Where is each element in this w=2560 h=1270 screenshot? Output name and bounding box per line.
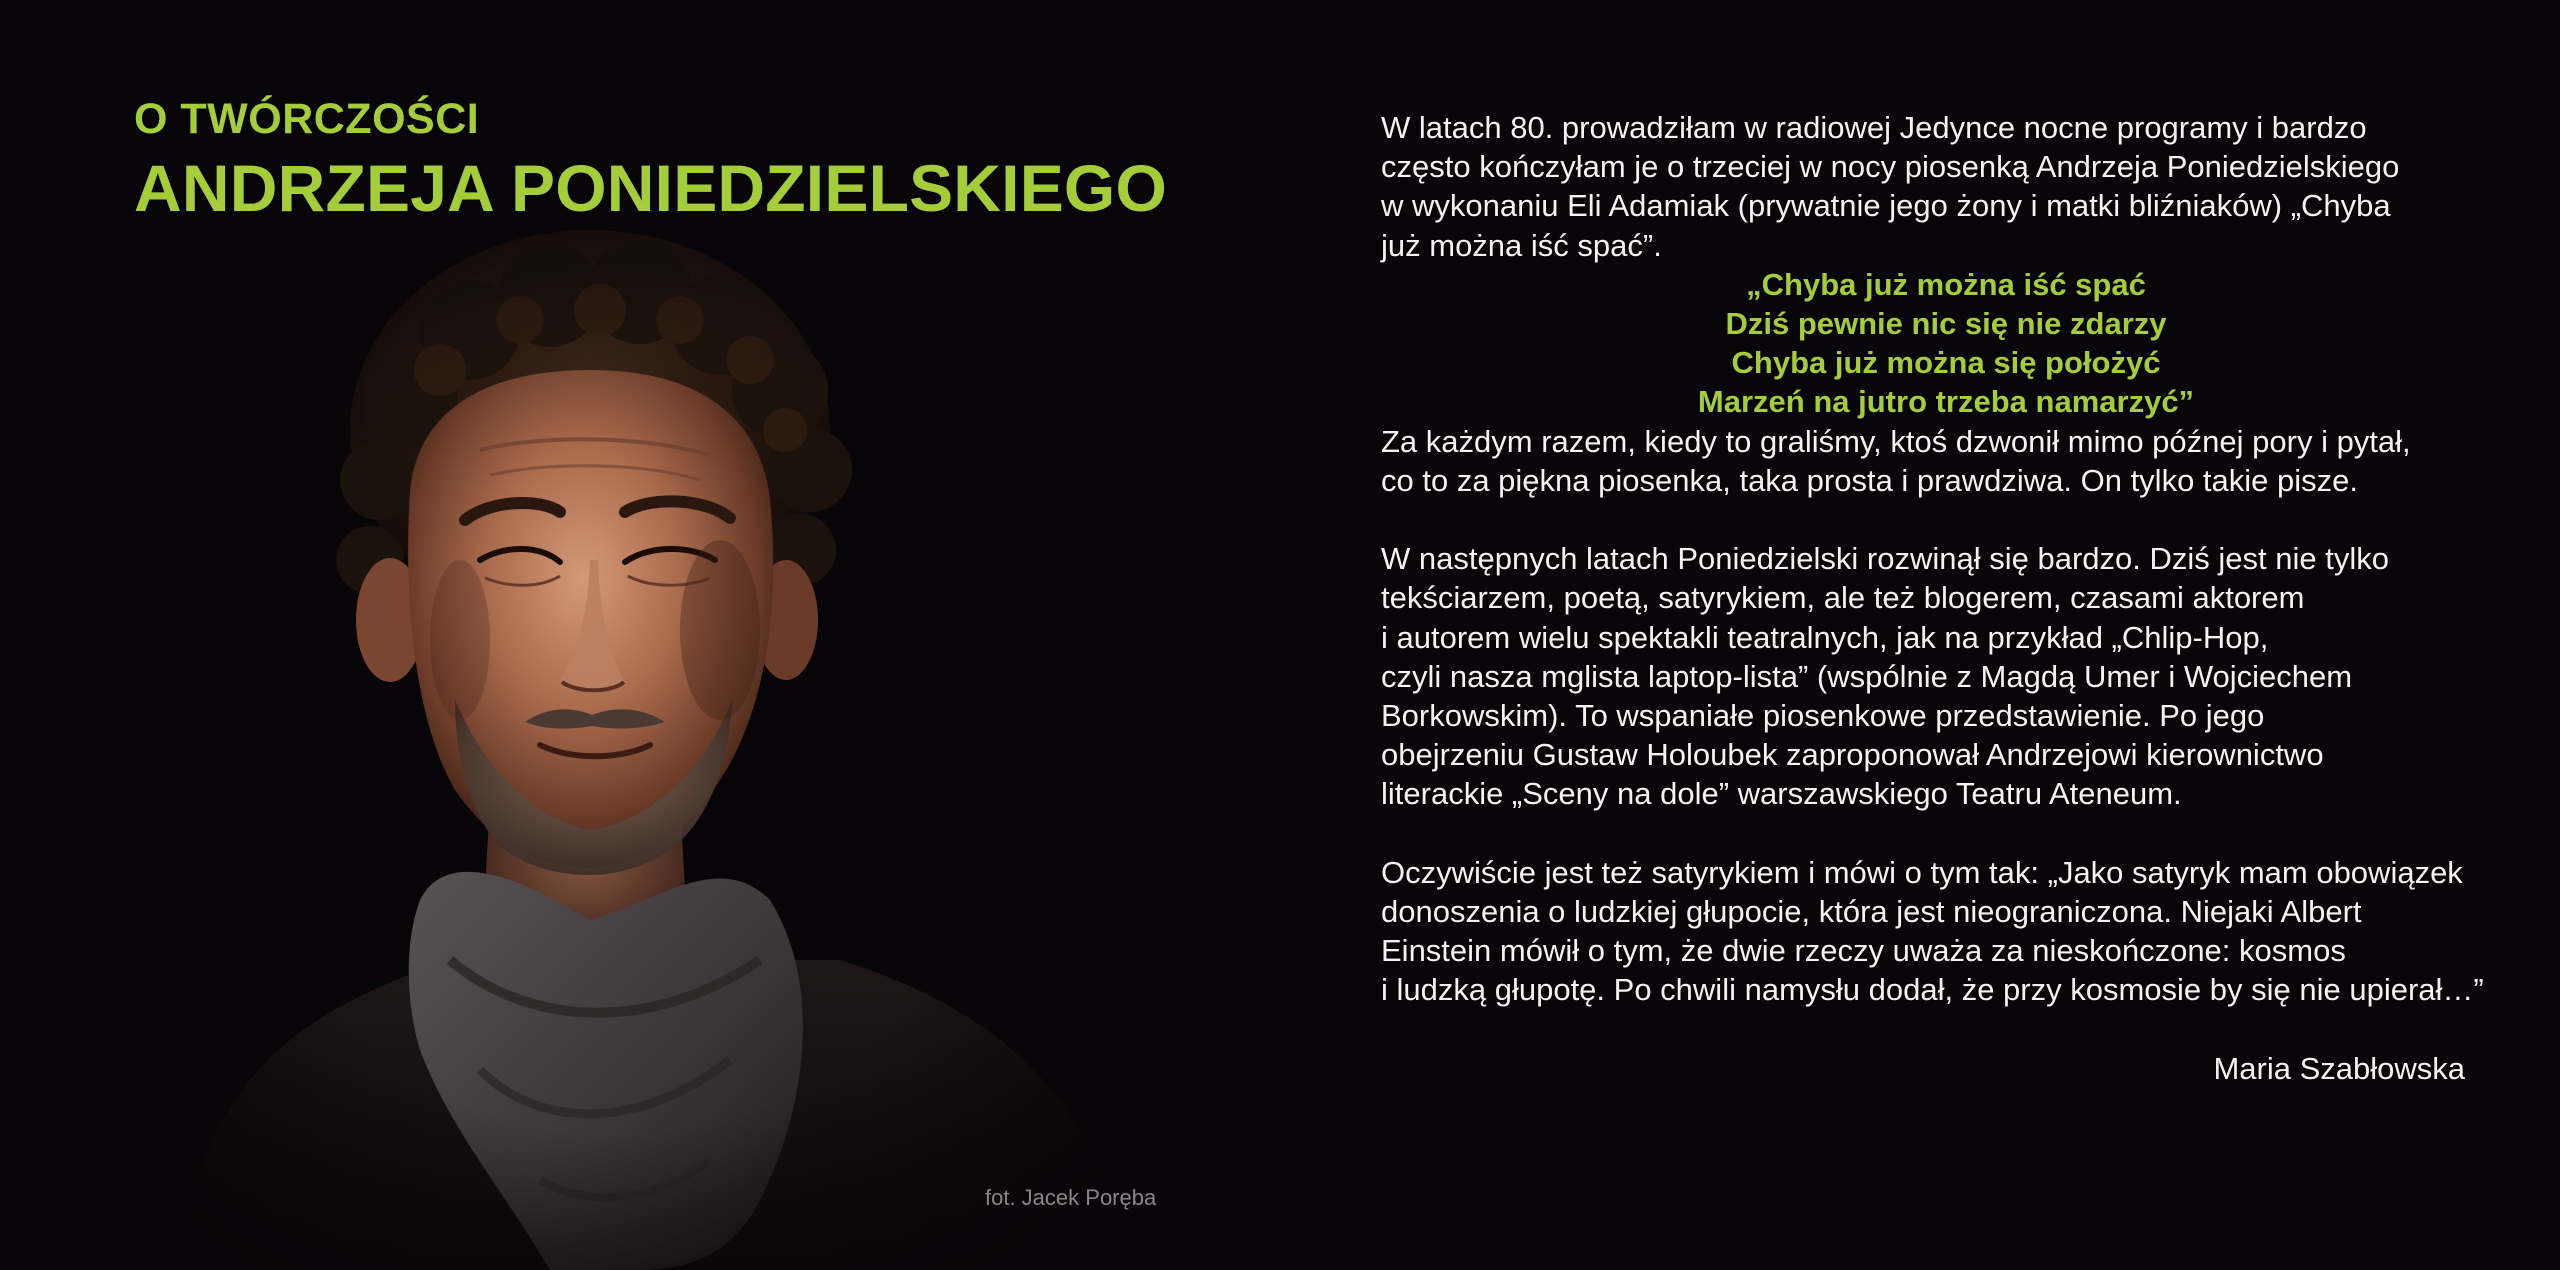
portrait-photo bbox=[120, 200, 1160, 1270]
text-line: W latach 80. prowadziłam w radiowej Jedynce nocne programy i bardzo bbox=[1381, 110, 2367, 145]
photo-credit: fot. Jacek Poręba bbox=[985, 1185, 1157, 1210]
song-quote bbox=[1381, 265, 2491, 422]
text-line: donoszenia o ludzkiej głupocie, która jest nieograniczona. Niejaki Albert bbox=[1381, 894, 2362, 930]
author-signature: Maria Szabłowska bbox=[2213, 1050, 2465, 1086]
text-line: Borkowskim). To wspaniałe piosenkowe przedstawienie. Po jego bbox=[1381, 698, 2265, 734]
text-line: często kończyłam je o trzeciej w nocy piosenką Andrzeja Poniedzielskiego bbox=[1381, 149, 2400, 185]
article-paragraph-4 bbox=[1381, 853, 2491, 1010]
text-line: czyli nasza mglista laptop-lista” (wspólnie z Magdą Umer i Wojciechem bbox=[1381, 658, 2353, 694]
quote-line: Chyba już można się położyć bbox=[1731, 345, 2161, 381]
text-line: tekściarzem, poetą, satyrykiem, ale też blogerem, czasami aktorem bbox=[1381, 580, 2305, 616]
text-line: W następnych latach Poniedzielski rozwinął się bardzo. Dziś jest nie tylko bbox=[1381, 541, 2389, 577]
text-line: obejrzeniu Gustaw Holoubek zaproponował Andrzejowi kierownictwo bbox=[1381, 737, 2324, 773]
title-line-2: ANDRZEJA PONIEDZIELSKIEGO bbox=[134, 151, 1167, 225]
article-body bbox=[1381, 108, 2491, 1088]
text-line: co to za piękna piosenka, taka prosta i prawdziwa. On tylko takie pisze. bbox=[1381, 462, 2358, 498]
title-block bbox=[134, 92, 1167, 230]
quote-line: „Chyba już można iść spać bbox=[1746, 266, 2146, 302]
title-line-1: O TWÓRCZOŚCI bbox=[134, 95, 480, 143]
text-line: Za każdym razem, kiedy to graliśmy, ktoś dzwonił mimo późnej pory i pytał, bbox=[1381, 423, 2411, 459]
text-line: i ludzką głupotę. Po chwili namysłu dodał, że przy kosmosie by się nie upierał…” bbox=[1381, 972, 2484, 1008]
text-line: Oczywiście jest też satyrykiem i mówi o tym tak: „Jako satyryk mam obowiązek bbox=[1381, 854, 2463, 890]
article-paragraph-1 bbox=[1381, 108, 2491, 265]
article-paragraph-3 bbox=[1381, 539, 2491, 813]
article-paragraph-2 bbox=[1381, 422, 2491, 500]
text-line: literackie „Sceny na dole” warszawskiego Teatru Ateneum. bbox=[1381, 776, 2182, 812]
text-line: i autorem wielu spektakli teatralnych, jak na przykład „Chlip-Hop, bbox=[1381, 619, 2269, 655]
quote-line: Dziś pewnie nic się nie zdarzy bbox=[1725, 306, 2167, 342]
quote-line: Marzeń na jutro trzeba namarzyć” bbox=[1697, 384, 2195, 420]
text-line: w wykonaniu Eli Adamiak (prywatnie jego żony i matki bliźniaków) „Chyba bbox=[1381, 188, 2391, 224]
text-line: już można iść spać”. bbox=[1381, 227, 1662, 263]
text-line: Einstein mówił o tym, że dwie rzeczy uważa za nieskończone: kosmos bbox=[1381, 933, 2346, 969]
